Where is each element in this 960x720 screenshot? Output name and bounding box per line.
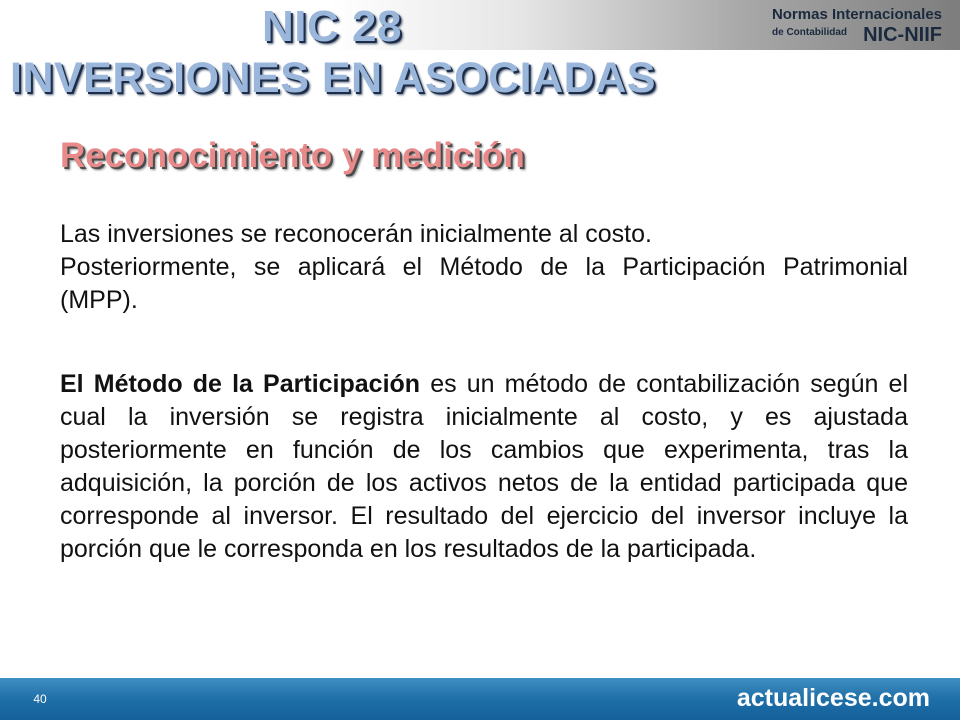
- logo-small-text: de Contabilidad: [772, 27, 847, 38]
- definition-text: es un método de contabilización según el cual la inversión se registra inicialmente al costo, y es ajustada posteriormente en función de los cambios que experimenta, tras la adquisición, la porción de los activos netos de la entidad participada que corresponde al inversor. El resultado del ejercicio del inversor incluye la porción que le corresponda en los resultados de la participada.: [60, 370, 908, 563]
- paragraph-recognition: [60, 218, 908, 317]
- p1-line1: Las inversiones se reconocerán inicialmente al costo.: [60, 220, 652, 248]
- logo-line1: Normas Internacionales: [771, 6, 942, 23]
- p1-line2: Posteriormente, se aplicará el Método de la Participación Patrimonial (MPP).: [60, 253, 908, 314]
- page-title-line2: INVERSIONES EN ASOCIADAS: [10, 54, 656, 102]
- footer-bar: [0, 678, 960, 720]
- paragraph-definition: [60, 368, 908, 566]
- site-brand: actualicese.com: [736, 684, 930, 712]
- page-number: 40: [33, 692, 47, 706]
- logo-band: [330, 0, 960, 50]
- nic-niif-logo: [742, 6, 942, 46]
- page-title-line1: NIC 28: [262, 2, 402, 51]
- section-title: Reconocimiento y medición: [60, 136, 525, 175]
- logo-big-text: NIC-NIIF: [863, 24, 942, 46]
- definition-term: El Método de la Participación: [60, 370, 421, 398]
